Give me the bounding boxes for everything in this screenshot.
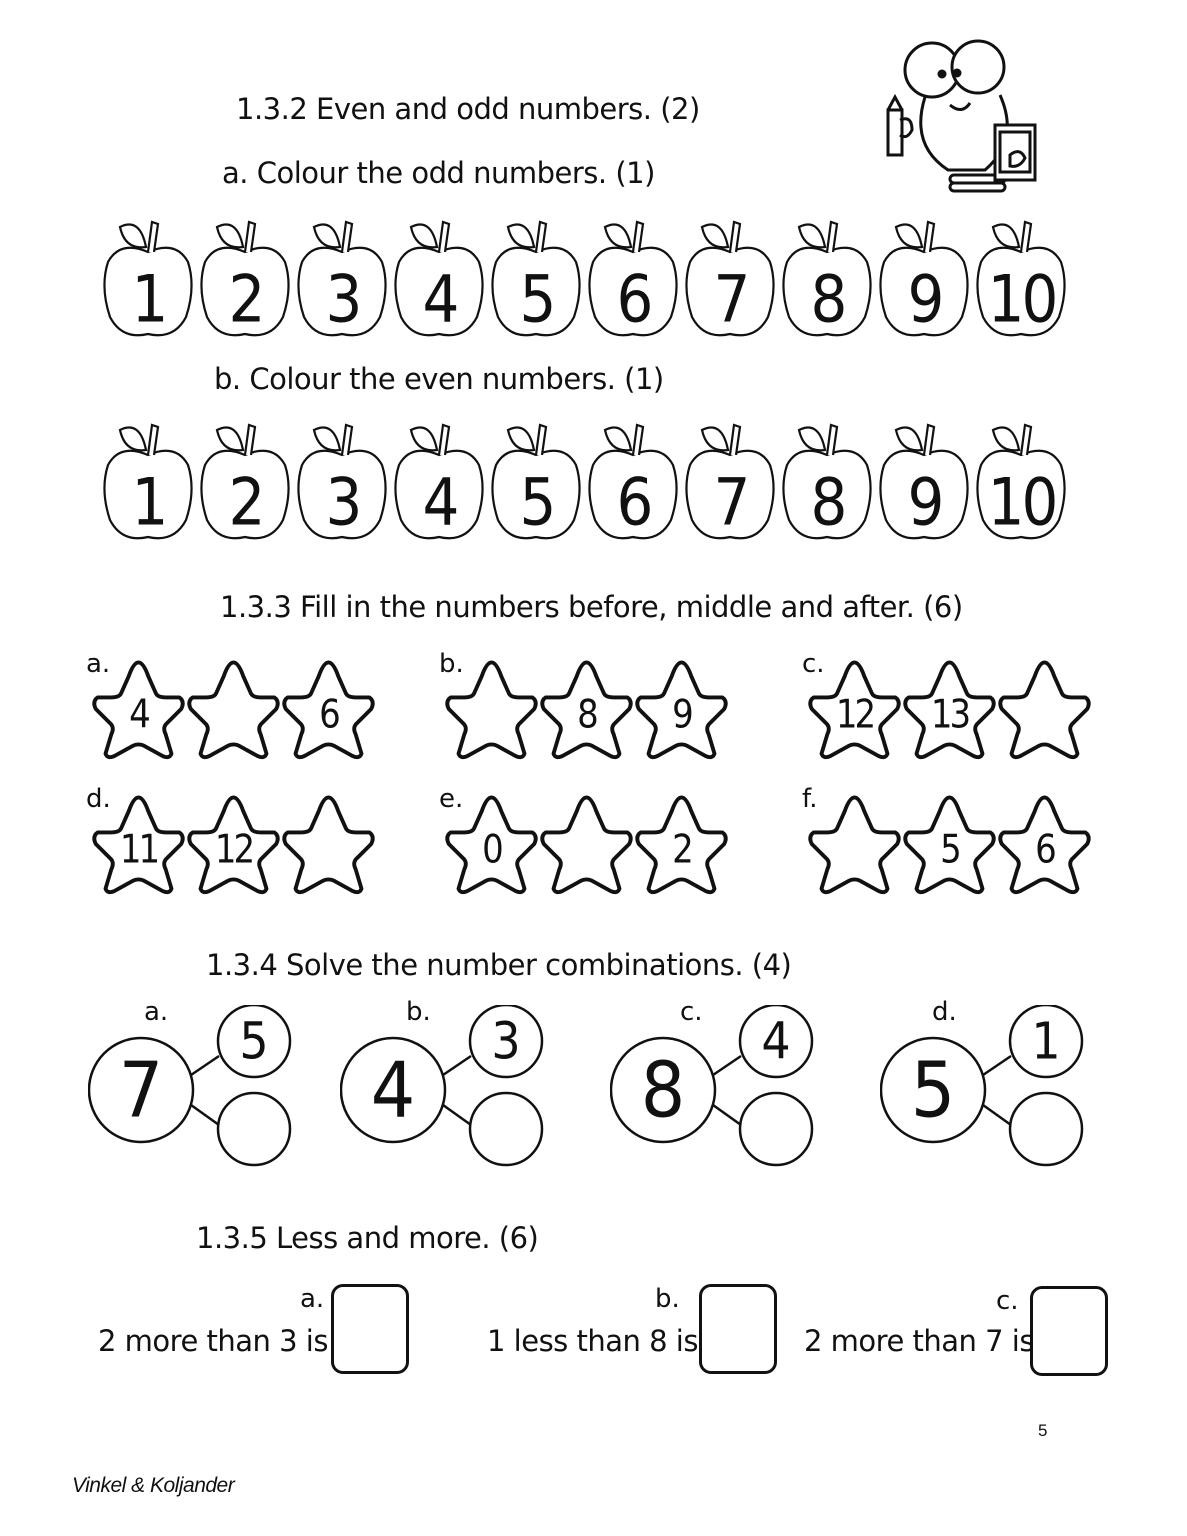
star-group-b xyxy=(439,649,728,765)
section-134-title: 1.3.4 Solve the number combinations. (4) xyxy=(206,948,792,982)
bond-whole: 8 xyxy=(640,1044,686,1136)
apple-4[interactable]: 4 xyxy=(391,415,488,545)
number-bond-b xyxy=(340,997,560,1175)
apple-2[interactable]: 2 xyxy=(197,415,294,545)
group-label: f. xyxy=(802,784,818,814)
star-cell[interactable]: 6 xyxy=(996,790,1093,900)
answer-box[interactable] xyxy=(1030,1286,1108,1376)
apple-3[interactable]: 3 xyxy=(294,415,391,545)
apple-9[interactable]: 9 xyxy=(876,212,973,342)
bond-whole: 4 xyxy=(370,1044,416,1136)
lightbulb-character-icon xyxy=(870,35,1040,195)
item-text: 1 less than 8 is xyxy=(487,1324,698,1358)
apple-1[interactable]: 1 xyxy=(100,415,197,545)
bond-part-2-answer[interactable] xyxy=(470,1089,542,1168)
apple-6[interactable]: 6 xyxy=(585,212,682,342)
bond-label: c. xyxy=(680,997,703,1027)
apple-6[interactable]: 6 xyxy=(585,415,682,545)
section-135-title: 1.3.5 Less and more. (6) xyxy=(196,1221,539,1255)
less-more-item-c xyxy=(804,1286,1114,1378)
apple-4[interactable]: 4 xyxy=(391,212,488,342)
page-number: 5 xyxy=(1038,1421,1048,1440)
number-bond-c xyxy=(610,997,830,1175)
less-more-item-b xyxy=(487,1284,787,1376)
apple-5[interactable]: 5 xyxy=(488,212,585,342)
apple-3[interactable]: 3 xyxy=(294,212,391,342)
number-bond-d xyxy=(880,997,1100,1175)
star-cell[interactable]: 5 xyxy=(901,790,998,900)
star-group-e xyxy=(439,784,728,900)
star-cell[interactable] xyxy=(280,790,377,900)
star-cell[interactable]: 2 xyxy=(633,790,730,900)
apple-2[interactable]: 2 xyxy=(197,212,294,342)
item-label: a. xyxy=(300,1284,325,1314)
star-cell[interactable] xyxy=(538,790,635,900)
number-bond-a xyxy=(88,997,308,1175)
bond-part-1: 3 xyxy=(491,1011,521,1071)
bond-part-1: 5 xyxy=(239,1011,269,1071)
group-label: d. xyxy=(86,784,111,814)
section-132-title: 1.3.2 Even and odd numbers. (2) xyxy=(236,92,700,126)
group-label: b. xyxy=(439,649,464,679)
bond-whole: 7 xyxy=(118,1044,164,1136)
section-133-title: 1.3.3 Fill in the numbers before, middle and after. (6) xyxy=(220,590,963,624)
apple-10[interactable]: 10 xyxy=(973,415,1070,545)
apple-5[interactable]: 5 xyxy=(488,415,585,545)
star-cell[interactable]: 0 xyxy=(443,790,540,900)
star-cell[interactable]: 13 xyxy=(901,655,998,765)
group-label: a. xyxy=(86,649,111,679)
group-label: c. xyxy=(802,649,825,679)
bond-part-1: 4 xyxy=(761,1011,791,1071)
section-132-part-a-instruction: a. Colour the odd numbers. (1) xyxy=(222,156,655,190)
answer-box[interactable] xyxy=(699,1284,777,1374)
star-group-a xyxy=(86,649,375,765)
star-cell[interactable] xyxy=(806,790,903,900)
bond-part-2-answer[interactable] xyxy=(1010,1089,1082,1168)
apple-row-even xyxy=(100,415,1070,545)
item-label: c. xyxy=(996,1286,1019,1316)
star-cell[interactable] xyxy=(185,655,282,765)
item-label: b. xyxy=(655,1284,680,1314)
apple-row-odd xyxy=(100,212,1070,342)
bond-label: a. xyxy=(144,997,169,1027)
star-cell[interactable]: 9 xyxy=(633,655,730,765)
item-text: 2 more than 7 is xyxy=(804,1324,1034,1358)
answer-box[interactable] xyxy=(331,1284,409,1374)
apple-8[interactable]: 8 xyxy=(779,415,876,545)
item-text: 2 more than 3 is xyxy=(98,1324,328,1358)
star-group-d xyxy=(86,784,375,900)
apple-7[interactable]: 7 xyxy=(682,415,779,545)
star-cell[interactable]: 12 xyxy=(185,790,282,900)
section-132-part-b-instruction: b. Colour the even numbers. (1) xyxy=(214,362,664,396)
bond-part-1: 1 xyxy=(1031,1011,1061,1071)
star-group-c xyxy=(802,649,1091,765)
star-cell[interactable]: 6 xyxy=(280,655,377,765)
star-cell[interactable] xyxy=(996,655,1093,765)
apple-7[interactable]: 7 xyxy=(682,212,779,342)
bond-label: b. xyxy=(406,997,431,1027)
apple-9[interactable]: 9 xyxy=(876,415,973,545)
apple-1[interactable]: 1 xyxy=(100,212,197,342)
star-cell[interactable]: 11 xyxy=(90,790,187,900)
star-cell[interactable]: 12 xyxy=(806,655,903,765)
brand-footer: Vinkel & Koljander xyxy=(72,1474,235,1497)
bond-label: d. xyxy=(932,997,957,1027)
apple-8[interactable]: 8 xyxy=(779,212,876,342)
less-more-item-a xyxy=(98,1284,418,1376)
star-cell[interactable] xyxy=(443,655,540,765)
bond-part-2-answer[interactable] xyxy=(740,1089,812,1168)
bond-whole: 5 xyxy=(910,1044,956,1136)
apple-10[interactable]: 10 xyxy=(973,212,1070,342)
star-group-f xyxy=(802,784,1091,900)
bond-part-2-answer[interactable] xyxy=(218,1089,290,1168)
star-cell[interactable]: 4 xyxy=(90,655,187,765)
group-label: e. xyxy=(439,784,464,814)
star-cell[interactable]: 8 xyxy=(538,655,635,765)
